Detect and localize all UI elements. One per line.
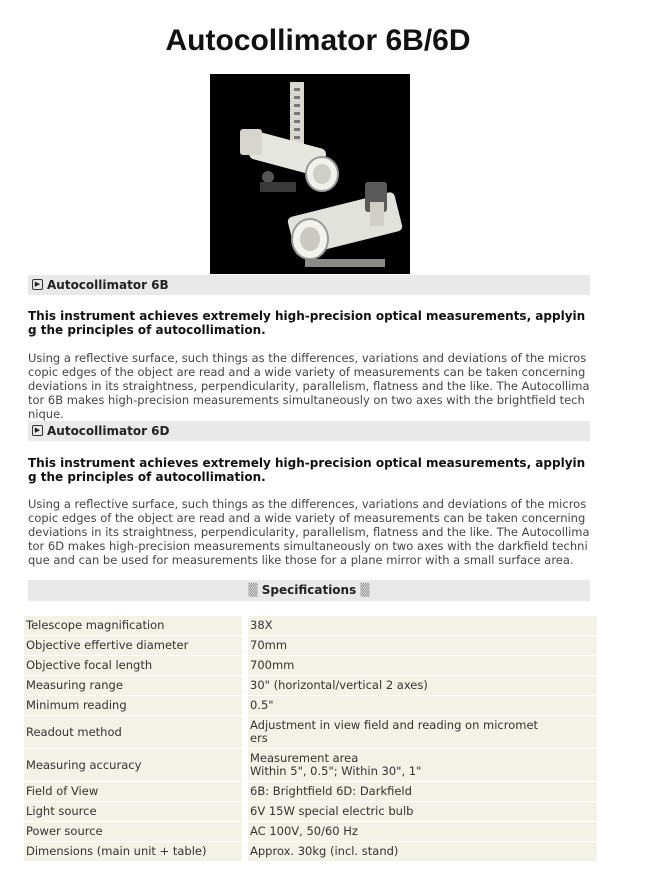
page-title: Autocollimator 6B/6D (165, 24, 471, 57)
section-heading-6b (28, 275, 590, 295)
spec-value (245, 842, 597, 862)
spec-value (245, 656, 597, 676)
table-row (24, 636, 597, 656)
spec-label: Field of View (24, 782, 245, 802)
table-row (24, 842, 597, 862)
spec-value-text-line2: Within 5", 0.5"; Within 30", 1" (250, 764, 422, 778)
spec-value (245, 716, 597, 749)
spec-label: Minimum reading (24, 696, 245, 716)
spec-value-text: 6V 15W special electric bulb (250, 804, 414, 818)
spec-value (245, 782, 597, 802)
spec-label: Measuring accuracy (24, 749, 245, 782)
spec-value-text: 6B: Brightfield 6D: Darkfield (250, 784, 412, 798)
spec-label: Measuring range (24, 676, 245, 696)
decor-lines-icon: ▒ (360, 583, 370, 597)
section-body-6b: Using a reflective surface, such things as the differences, variations and deviations of the microscopic edges of the object are read and a wide variety of measurements can be taken concerning deviations in its straightness, perpendicularity, parallelism, flatness and the like. The Autocollimator 6B makes high-precision measurements simultaneously on two axes with the brightfield technique. (28, 351, 590, 421)
spec-label: Readout method (24, 716, 245, 749)
spec-value-text: 38X (250, 618, 273, 632)
spec-value-text: 0.5" (250, 698, 274, 712)
spec-value-text: Adjustment in view field and reading on micrometers (250, 718, 539, 745)
section-lead-6d: This instrument achieves extremely high-precision optical measurements, applying the principles of autocollimation. (28, 456, 586, 484)
table-row (24, 802, 597, 822)
spec-value (245, 676, 597, 696)
table-row (24, 676, 597, 696)
product-photo (210, 74, 410, 274)
spec-value-text: AC 100V, 50/60 Hz (250, 824, 358, 838)
autocollimator-illustration (210, 74, 410, 274)
spec-label: Objective focal length (24, 656, 245, 676)
table-row (24, 749, 597, 782)
spec-value (245, 636, 597, 656)
table-row (24, 616, 597, 636)
section-heading-6d (28, 421, 590, 441)
section-lead-6b: This instrument achieves extremely high-precision optical measurements, applying the principles of autocollimation. (28, 309, 586, 337)
spec-value (245, 616, 597, 636)
spec-value (245, 749, 597, 782)
spec-value-text: 700mm (250, 658, 295, 672)
spec-value-text: Approx. 30kg (incl. stand) (250, 844, 399, 858)
section-heading-label: Autocollimator 6B (47, 278, 169, 292)
section-body-6d: Using a reflective surface, such things as the differences, variations and deviations of the microscopic edges of the object are read and a wide variety of measurements can be taken concerning deviations in its straightness, perpendicularity, parallelism, flatness and the like. The Autocollimator 6D makes high-precision measurements simultaneously on two axes with the darkfield technique and can be used for measurements like those for a plane mirror with a small surface area. (28, 497, 590, 567)
spec-label: Dimensions (main unit + table) (24, 842, 245, 862)
spec-label: Power source (24, 822, 245, 842)
table-row (24, 822, 597, 842)
specifications-label: Specifications (261, 583, 357, 597)
spec-value (245, 802, 597, 822)
specifications-table (24, 616, 597, 862)
spec-value-text: 70mm (250, 638, 288, 652)
arrow-right-icon: ▶ (32, 425, 43, 436)
table-row (24, 782, 597, 802)
arrow-right-icon: ▶ (32, 279, 43, 290)
spec-value (245, 696, 597, 716)
spec-label: Objective effertive diameter (24, 636, 245, 656)
spec-label: Light source (24, 802, 245, 822)
table-row (24, 696, 597, 716)
specifications-heading (28, 580, 590, 601)
spec-value-text: Measurement area (250, 751, 359, 765)
spec-value-text: 30" (horizontal/vertical 2 axes) (250, 678, 428, 692)
table-row (24, 716, 597, 749)
spec-value (245, 822, 597, 842)
section-heading-label: Autocollimator 6D (47, 424, 170, 438)
spec-label: Telescope magnification (24, 616, 245, 636)
table-row (24, 656, 597, 676)
decor-lines-icon: ▒ (248, 583, 258, 597)
